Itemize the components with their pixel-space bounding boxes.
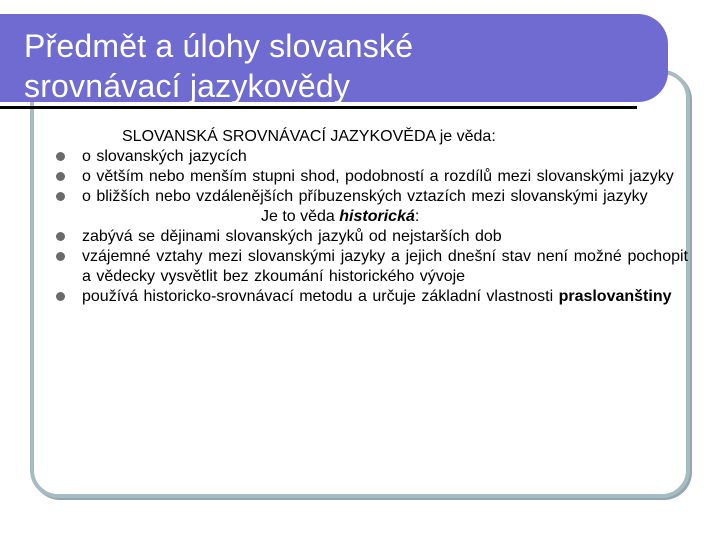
list-item-text bbox=[82, 287, 688, 307]
bullet-icon bbox=[56, 172, 65, 181]
list-item-text: o slovanských jazycích bbox=[82, 148, 247, 165]
list-item-text: zabývá se dějinami slovanských jazyků od nejstarších dob bbox=[82, 228, 502, 245]
list-item-text: vzájemné vztahy mezi slovanskými jazyky a jejich dnešní stav není možné pochopit a vědecky vysvětlit bez zkoumání historického vývoje bbox=[82, 248, 688, 285]
subhead-prefix: Je to věda bbox=[261, 208, 340, 225]
subhead-emphasis: historická bbox=[339, 208, 415, 225]
list-item bbox=[54, 167, 688, 187]
subheading bbox=[54, 207, 688, 227]
last-item-bold: praslovanštiny bbox=[558, 288, 672, 305]
intro-bold: SLOVANSKÁ SROVNÁVACÍ JAZYKOVĚDA bbox=[122, 128, 436, 145]
bullet-icon bbox=[56, 292, 65, 301]
title-line-1: Předmět a úlohy slovanské bbox=[24, 28, 414, 64]
bullet-icon bbox=[56, 192, 65, 201]
slide-body bbox=[54, 127, 688, 307]
bullet-icon bbox=[56, 252, 65, 261]
intro-rest: je věda: bbox=[435, 128, 496, 145]
title-underline bbox=[0, 106, 637, 109]
list-item bbox=[54, 227, 688, 247]
title-line-2: srovnávací jazykovědy bbox=[24, 68, 351, 104]
bullet-icon bbox=[56, 152, 65, 161]
bullet-icon bbox=[56, 232, 65, 241]
list-item bbox=[54, 147, 688, 167]
list-item-text: o bližších nebo vzdálenějších příbuzenských vztazích mezi slovanskými jazyky bbox=[82, 188, 648, 205]
list-item bbox=[54, 247, 688, 287]
title-banner bbox=[0, 14, 668, 102]
list-item-text: o větším nebo menším stupni shod, podobností a rozdílů mezi slovanskými jazyky bbox=[82, 168, 674, 185]
intro-line bbox=[54, 127, 688, 147]
list-item bbox=[54, 287, 688, 307]
slide-title bbox=[24, 26, 413, 106]
subhead-suffix: : bbox=[414, 208, 420, 225]
list-item bbox=[54, 187, 688, 207]
last-item-text: používá historicko-srovnávací metodu a určuje základní vlastnosti bbox=[82, 288, 559, 305]
